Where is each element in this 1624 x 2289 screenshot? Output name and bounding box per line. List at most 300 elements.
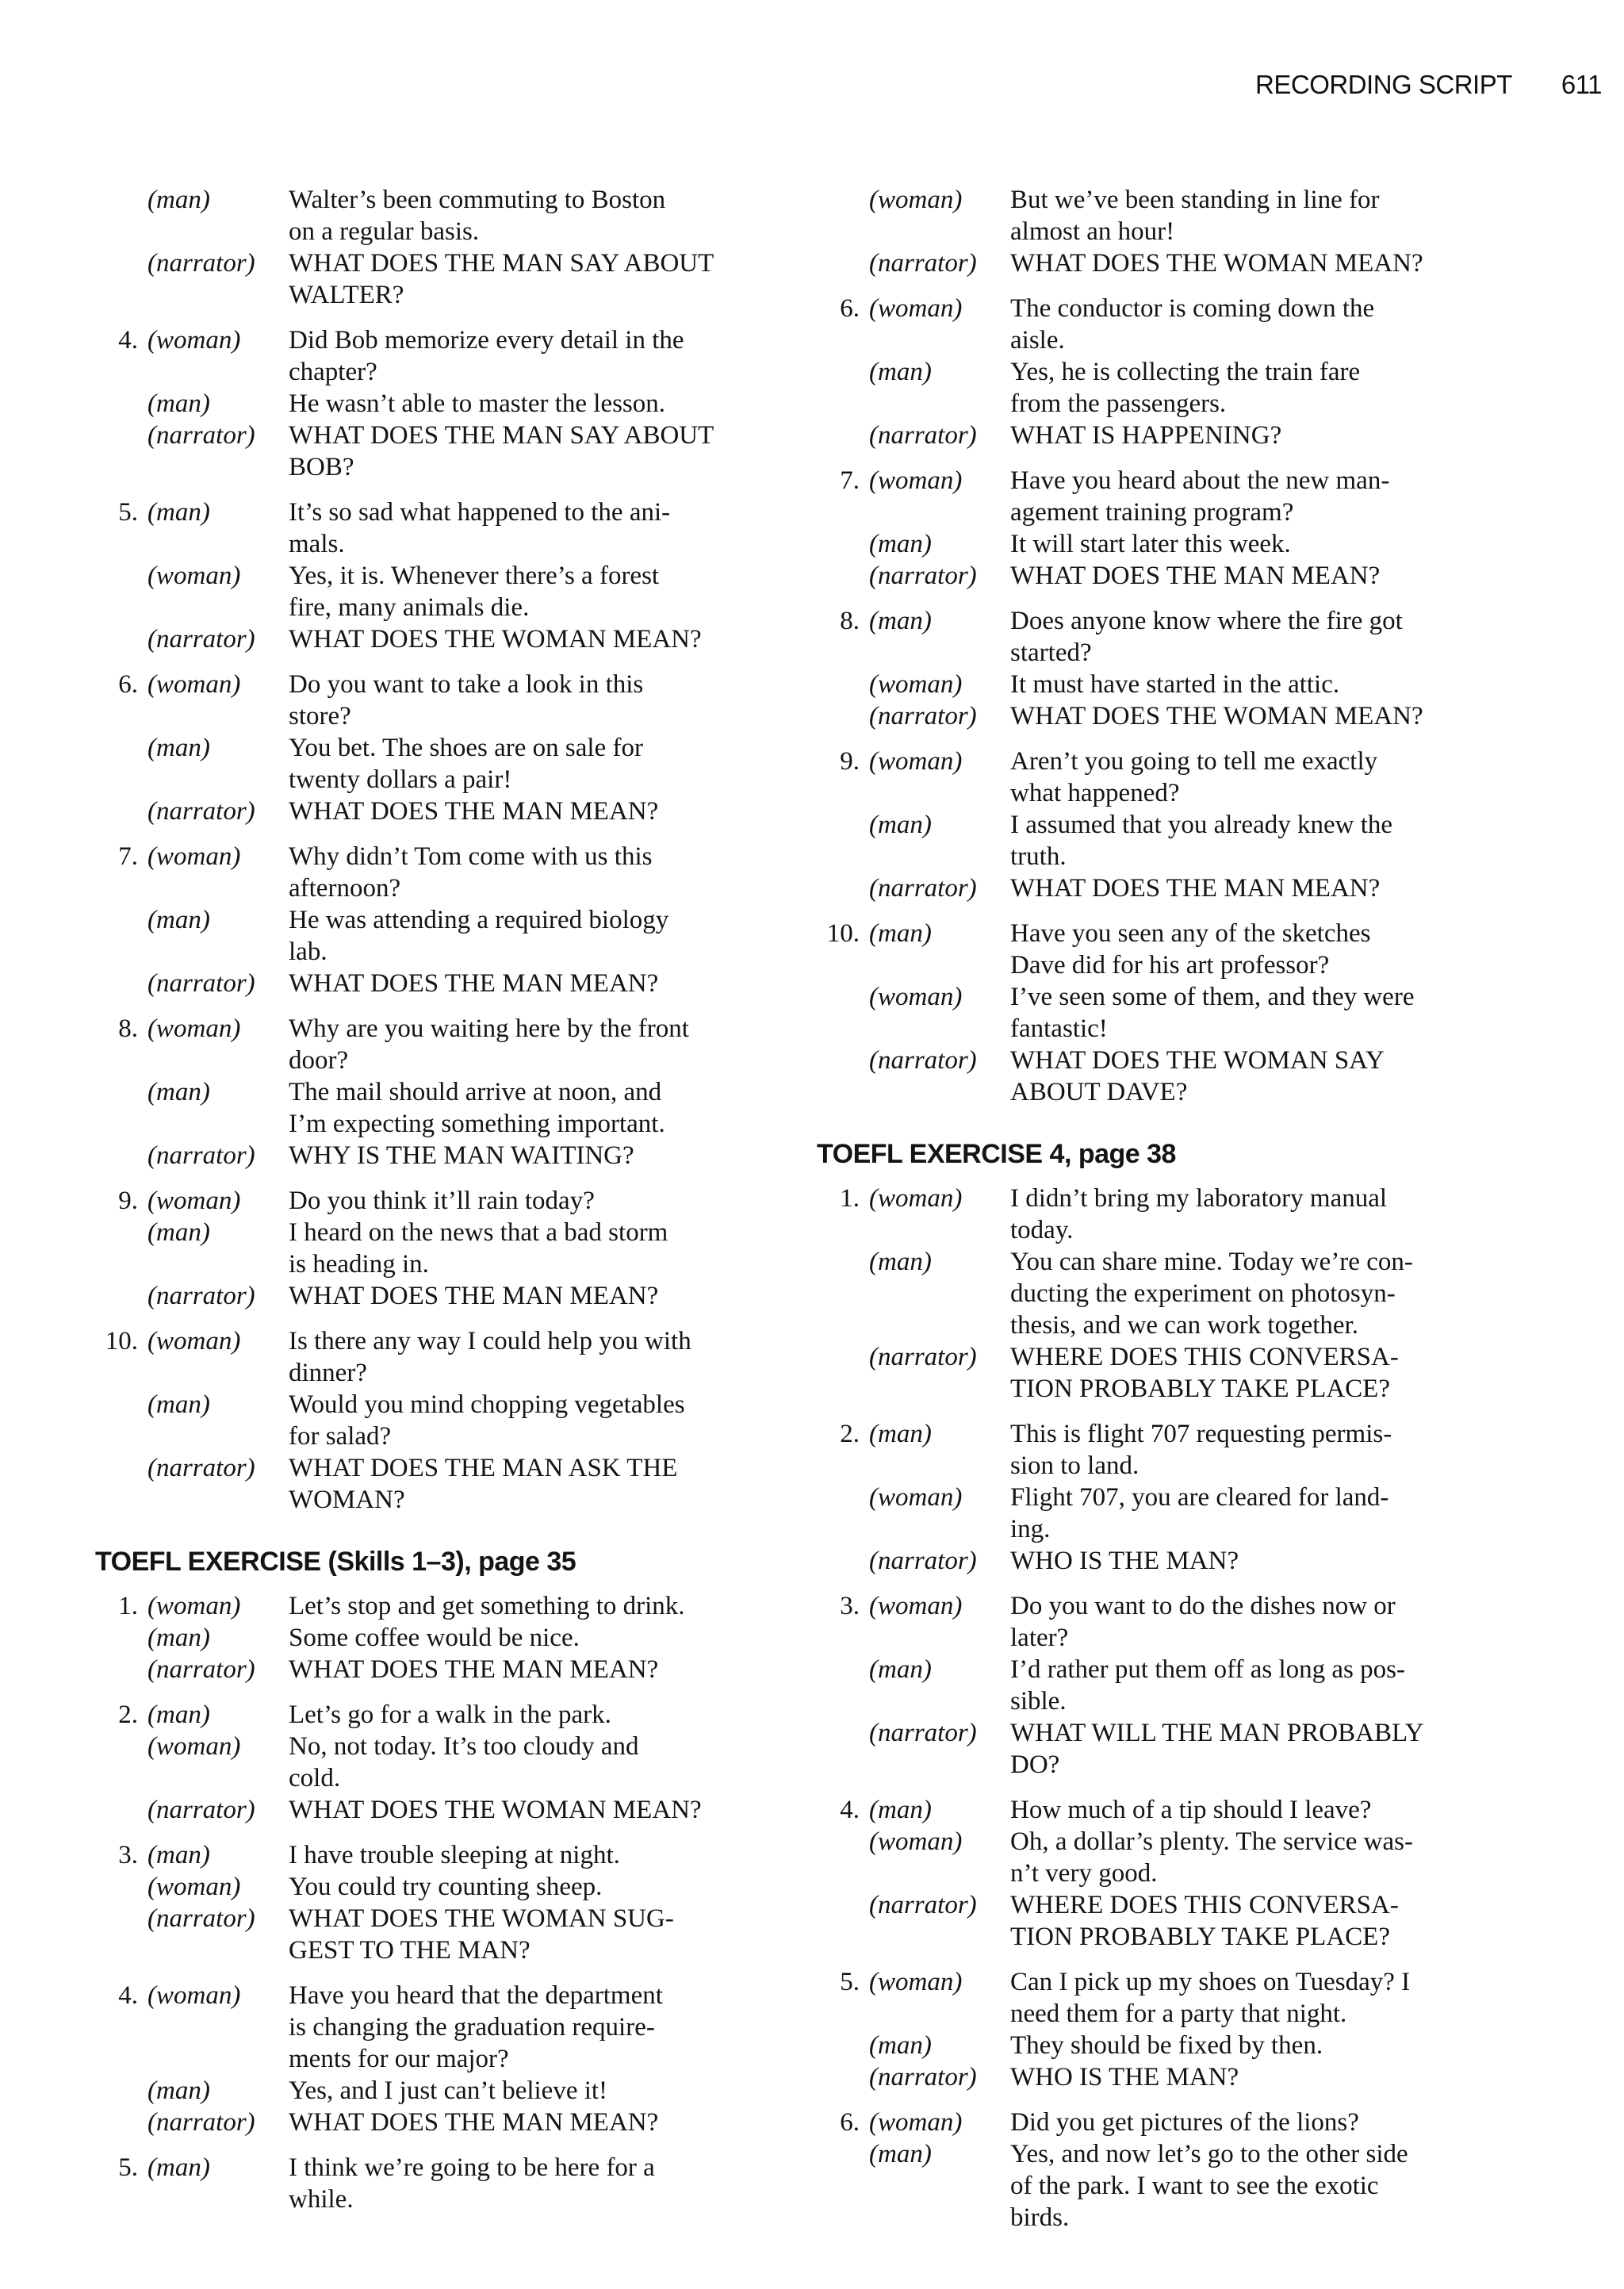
item-number xyxy=(817,1717,860,1749)
speaker-label: (narrator) xyxy=(147,797,255,826)
item-number xyxy=(95,1045,138,1076)
item-number xyxy=(817,872,860,904)
speaker-label: (man) xyxy=(147,734,210,762)
item-number xyxy=(817,1013,860,1045)
dialogue-text: I heard on the news that a bad storm xyxy=(289,1218,668,1247)
speaker-label xyxy=(138,1934,289,1966)
dialogue-text: dinner? xyxy=(289,1359,367,1387)
item-number xyxy=(817,1373,860,1405)
dialogue-text: WHY IS THE MAN WAITING? xyxy=(289,1141,634,1170)
script-line xyxy=(95,841,753,872)
speaker-label xyxy=(860,1685,1010,1717)
dialogue-text: Why are you waiting here by the front xyxy=(289,1014,689,1043)
speaker-label: (man) xyxy=(869,2140,932,2168)
speaker-label: (man) xyxy=(869,1796,932,1824)
script-line xyxy=(95,1248,753,1280)
script-line xyxy=(817,293,1507,324)
item-number xyxy=(95,623,138,655)
speaker-label: (man) xyxy=(147,1841,210,1869)
dialogue-text: truth. xyxy=(1010,842,1067,871)
dialogue-text: Yes, it is. Whenever there’s a forest xyxy=(289,562,660,590)
speaker-label: (woman) xyxy=(147,842,241,871)
script-line xyxy=(95,184,753,216)
item-number xyxy=(817,1482,860,1513)
item-number xyxy=(817,420,860,451)
item-number xyxy=(817,247,860,279)
dialogue-text: I’d rather put them off as long as pos- xyxy=(1010,1655,1405,1684)
script-line xyxy=(817,2138,1507,2170)
script-line xyxy=(817,2030,1507,2061)
script-line xyxy=(817,2061,1507,2093)
speaker-label xyxy=(860,216,1010,247)
item-number: 3. xyxy=(118,1841,138,1869)
speaker-label: (woman) xyxy=(147,562,241,590)
dialogue-text: TION PROBABLY TAKE PLACE? xyxy=(1010,1923,1390,1951)
dialogue-text: GEST TO THE MAN? xyxy=(289,1936,530,1965)
dialogue-text: Flight 707, you are cleared for land- xyxy=(1010,1483,1389,1512)
dialogue-text: mals. xyxy=(289,530,345,558)
speaker-label xyxy=(860,1450,1010,1482)
script-line xyxy=(817,1654,1507,1685)
speaker-label xyxy=(860,1013,1010,1045)
script-line xyxy=(95,247,753,279)
speaker-label: (woman) xyxy=(147,1187,241,1215)
speaker-label xyxy=(860,2170,1010,2202)
item-number xyxy=(95,247,138,279)
item-number xyxy=(817,560,860,592)
script-line xyxy=(95,2011,753,2043)
script-line xyxy=(95,1140,753,1171)
dialogue-text: almost an hour! xyxy=(1010,217,1175,246)
item-number xyxy=(817,981,860,1013)
speaker-label: (woman) xyxy=(869,294,963,323)
item-number xyxy=(817,1278,860,1309)
dialogue-text: WHAT DOES THE MAN MEAN? xyxy=(1010,874,1381,903)
speaker-label xyxy=(860,1622,1010,1654)
item-number xyxy=(817,1858,860,1889)
item-number xyxy=(95,796,138,827)
item-number xyxy=(817,2202,860,2233)
speaker-label xyxy=(860,1373,1010,1405)
speaker-label: (man) xyxy=(869,1655,932,1684)
dialogue-text: afternoon? xyxy=(289,874,401,903)
speaker-label: (narrator) xyxy=(147,969,255,998)
item-number xyxy=(95,2043,138,2075)
item-number xyxy=(817,1826,860,1858)
dialogue-text: is heading in. xyxy=(289,1250,429,1279)
script-line xyxy=(95,2043,753,2075)
speaker-label xyxy=(860,1214,1010,1246)
script-line xyxy=(95,1452,753,1484)
script-line xyxy=(95,1185,753,1217)
item-number xyxy=(817,1998,860,2030)
dialogue-text: WHAT DOES THE WOMAN MEAN? xyxy=(1010,249,1423,278)
item-number: 2. xyxy=(118,1700,138,1729)
dialogue-text: lab. xyxy=(289,937,327,966)
item-number xyxy=(95,560,138,592)
dialogue-text: cold. xyxy=(289,1764,341,1792)
speaker-label xyxy=(138,700,289,732)
script-line xyxy=(817,388,1507,420)
script-line xyxy=(817,1214,1507,1246)
dialogue-text: WHAT DOES THE MAN ASK THE xyxy=(289,1454,678,1482)
dialogue-text: I assumed that you already knew the xyxy=(1010,811,1393,839)
dialogue-text: for salad? xyxy=(289,1422,392,1451)
script-line xyxy=(95,1762,753,1794)
speaker-label xyxy=(860,949,1010,981)
script-line xyxy=(95,451,753,483)
page-number: 611 xyxy=(1561,70,1602,99)
left-column xyxy=(95,184,753,2215)
item-number xyxy=(817,1921,860,1953)
item-number xyxy=(95,1934,138,1966)
script-line xyxy=(817,1045,1507,1076)
dialogue-text: I have trouble sleeping at night. xyxy=(289,1841,620,1869)
script-line xyxy=(817,2107,1507,2138)
script-line xyxy=(817,1998,1507,2030)
running-head-title: RECORDING SCRIPT xyxy=(1255,70,1512,99)
item-number xyxy=(95,1871,138,1903)
dialogue-text: I think we’re going to be here for a xyxy=(289,2153,655,2182)
dialogue-text: Why didn’t Tom come with us this xyxy=(289,842,653,871)
dialogue-text: It must have started in the attic. xyxy=(1010,670,1340,699)
item-number xyxy=(95,528,138,560)
speaker-label: (man) xyxy=(147,389,210,418)
script-line xyxy=(817,497,1507,528)
dialogue-text: birds. xyxy=(1010,2203,1070,2232)
speaker-label xyxy=(138,279,289,311)
item-number xyxy=(95,2107,138,2138)
dialogue-text: fantastic! xyxy=(1010,1014,1108,1043)
item-number xyxy=(817,2170,860,2202)
item-number xyxy=(817,2138,860,2170)
dialogue-text: WHAT WILL THE MAN PROBABLY xyxy=(1010,1719,1424,1747)
speaker-label: (man) xyxy=(147,186,210,214)
dialogue-text: today. xyxy=(1010,1216,1074,1244)
script-line xyxy=(817,1418,1507,1450)
item-number xyxy=(817,216,860,247)
item-number xyxy=(817,1341,860,1373)
speaker-label xyxy=(860,1278,1010,1309)
item-number xyxy=(817,184,860,216)
item-number xyxy=(95,732,138,764)
script-line xyxy=(95,2184,753,2215)
dialogue-text: Yes, and I just can’t believe it! xyxy=(289,2076,608,2105)
speaker-label: (man) xyxy=(869,1248,932,1276)
dialogue-text: door? xyxy=(289,1046,349,1075)
item-number xyxy=(817,1622,860,1654)
speaker-label: (woman) xyxy=(869,466,963,495)
script-line xyxy=(95,1654,753,1685)
dialogue-text: WOMAN? xyxy=(289,1486,405,1514)
item-number: 2. xyxy=(840,1420,860,1448)
script-line xyxy=(95,1622,753,1654)
script-line xyxy=(817,777,1507,809)
script-line xyxy=(95,968,753,999)
item-number xyxy=(817,1214,860,1246)
script-line xyxy=(95,669,753,700)
item-number xyxy=(95,1140,138,1171)
dialogue-text: thesis, and we can work together. xyxy=(1010,1311,1358,1340)
script-line xyxy=(817,1278,1507,1309)
speaker-label: (woman) xyxy=(147,326,241,355)
dialogue-text: WHAT DOES THE MAN MEAN? xyxy=(289,1655,659,1684)
dialogue-text: Do you want to take a look in this xyxy=(289,670,644,699)
speaker-label: (man) xyxy=(147,1078,210,1106)
dialogue-text: WHAT DOES THE MAN MEAN? xyxy=(289,969,659,998)
dialogue-text: No, not today. It’s too cloudy and xyxy=(289,1732,639,1761)
speaker-label xyxy=(138,451,289,483)
item-number: 9. xyxy=(118,1187,138,1215)
script-line xyxy=(817,465,1507,497)
dialogue-text: DO? xyxy=(1010,1750,1060,1779)
script-line xyxy=(95,904,753,936)
speaker-label xyxy=(138,1108,289,1140)
dialogue-text: ducting the experiment on photosyn- xyxy=(1010,1279,1396,1308)
item-number xyxy=(95,1357,138,1389)
script-line xyxy=(817,2202,1507,2233)
script-line xyxy=(95,623,753,655)
speaker-label: (woman) xyxy=(147,1014,241,1043)
item-number: 6. xyxy=(840,2108,860,2137)
dialogue-text: I didn’t bring my laboratory manual xyxy=(1010,1184,1388,1213)
dialogue-text: You could try counting sheep. xyxy=(289,1873,603,1901)
script-line xyxy=(817,1889,1507,1921)
item-number: 5. xyxy=(118,2153,138,2182)
script-line xyxy=(95,279,753,311)
script-line xyxy=(95,216,753,247)
script-line xyxy=(817,669,1507,700)
item-number xyxy=(817,1654,860,1685)
dialogue-text: sion to land. xyxy=(1010,1451,1139,1480)
speaker-label: (woman) xyxy=(869,983,963,1011)
dialogue-text: WHAT DOES THE MAN MEAN? xyxy=(289,797,659,826)
item-number xyxy=(95,420,138,451)
speaker-label: (man) xyxy=(869,1420,932,1448)
script-line xyxy=(817,1749,1507,1781)
script-line xyxy=(95,388,753,420)
item-number xyxy=(817,669,860,700)
speaker-label xyxy=(138,2011,289,2043)
speaker-label xyxy=(860,1076,1010,1108)
speaker-label: (narrator) xyxy=(869,249,977,278)
item-number xyxy=(817,949,860,981)
item-number xyxy=(817,1309,860,1341)
dialogue-text: WHO IS THE MAN? xyxy=(1010,1547,1239,1575)
script-line xyxy=(95,1421,753,1452)
speaker-label xyxy=(138,1045,289,1076)
script-line xyxy=(817,981,1507,1013)
speaker-label: (woman) xyxy=(869,747,963,776)
dialogue-text: Would you mind chopping vegetables xyxy=(289,1390,685,1419)
item-number: 5. xyxy=(840,1968,860,1996)
speaker-label: (narrator) xyxy=(147,2108,255,2137)
item-number xyxy=(95,1731,138,1762)
dialogue-text: I’ve seen some of them, and they were xyxy=(1010,983,1415,1011)
dialogue-text: ing. xyxy=(1010,1515,1051,1543)
script-line xyxy=(95,1325,753,1357)
item-number xyxy=(95,1108,138,1140)
speaker-label xyxy=(860,1749,1010,1781)
item-number xyxy=(817,777,860,809)
item-number xyxy=(95,936,138,968)
script-line xyxy=(817,1013,1507,1045)
dialogue-text: You can share mine. Today we’re con- xyxy=(1010,1248,1413,1276)
speaker-label xyxy=(138,936,289,968)
script-line xyxy=(817,1513,1507,1545)
dialogue-text: ments for our major? xyxy=(289,2045,509,2073)
speaker-label: (woman) xyxy=(869,186,963,214)
speaker-label xyxy=(860,1858,1010,1889)
item-number xyxy=(95,1217,138,1248)
script-line xyxy=(817,1685,1507,1717)
item-number xyxy=(95,1654,138,1685)
script-line xyxy=(817,1921,1507,1953)
section-heading: TOEFL EXERCISE (Skills 1–3), page 35 xyxy=(95,1547,576,1577)
dialogue-text: The conductor is coming down the xyxy=(1010,294,1375,323)
dialogue-text: chapter? xyxy=(289,358,377,386)
script-line xyxy=(817,1341,1507,1373)
running-head xyxy=(1174,70,1602,100)
script-line xyxy=(95,324,753,356)
dialogue-text: n’t very good. xyxy=(1010,1859,1158,1888)
dialogue-text: This is flight 707 requesting permis- xyxy=(1010,1420,1392,1448)
dialogue-text: Let’s go for a walk in the park. xyxy=(289,1700,611,1729)
script-line xyxy=(95,1217,753,1248)
dialogue-text: ABOUT DAVE? xyxy=(1010,1078,1188,1106)
item-number: 8. xyxy=(118,1014,138,1043)
item-number: 10. xyxy=(826,919,860,948)
dialogue-text: WHAT DOES THE MAN MEAN? xyxy=(289,1282,659,1310)
dialogue-text: Aren’t you going to tell me exactly xyxy=(1010,747,1378,776)
dialogue-text: later? xyxy=(1010,1624,1069,1652)
script-line xyxy=(95,1357,753,1389)
speaker-label: (woman) xyxy=(869,670,963,699)
speaker-label: (narrator) xyxy=(869,562,977,590)
item-number: 9. xyxy=(840,747,860,776)
dialogue-text: Did Bob memorize every detail in the xyxy=(289,326,684,355)
speaker-label xyxy=(138,1484,289,1516)
script-line xyxy=(95,936,753,968)
speaker-label: (man) xyxy=(147,2076,210,2105)
speaker-label xyxy=(138,872,289,904)
dialogue-text: How much of a tip should I leave? xyxy=(1010,1796,1372,1824)
item-number xyxy=(817,388,860,420)
speaker-label xyxy=(138,592,289,623)
speaker-label: (man) xyxy=(147,906,210,934)
script-line xyxy=(817,1966,1507,1998)
script-line xyxy=(817,637,1507,669)
dialogue-text: Oh, a dollar’s plenty. The service was- xyxy=(1010,1827,1413,1856)
item-number: 10. xyxy=(105,1327,138,1355)
item-number xyxy=(95,1484,138,1516)
dialogue-text: WHAT DOES THE WOMAN MEAN? xyxy=(1010,702,1423,730)
item-number xyxy=(817,1076,860,1108)
script-line xyxy=(95,2107,753,2138)
speaker-label: (narrator) xyxy=(869,1719,977,1747)
dialogue-text: Walter’s been commuting to Boston xyxy=(289,186,666,214)
item-number xyxy=(95,1903,138,1934)
speaker-label xyxy=(860,388,1010,420)
script-line xyxy=(817,872,1507,904)
speaker-label: (narrator) xyxy=(869,702,977,730)
dialogue-text: WHAT DOES THE MAN MEAN? xyxy=(1010,562,1381,590)
speaker-label: (man) xyxy=(147,1700,210,1729)
dialogue-text: Did you get pictures of the lions? xyxy=(1010,2108,1359,2137)
dialogue-text: Yes, he is collecting the train fare xyxy=(1010,358,1361,386)
script-line xyxy=(817,841,1507,872)
speaker-label: (narrator) xyxy=(147,421,255,450)
script-line xyxy=(817,2170,1507,2202)
item-number: 1. xyxy=(118,1592,138,1620)
dialogue-text: But we’ve been standing in line for xyxy=(1010,186,1380,214)
dialogue-text: Have you heard that the department xyxy=(289,1981,663,2010)
item-number: 4. xyxy=(118,1981,138,2010)
script-line xyxy=(95,1839,753,1871)
dialogue-text: It will start later this week. xyxy=(1010,530,1291,558)
dialogue-text: WHAT DOES THE MAN SAY ABOUT xyxy=(289,421,714,450)
item-number xyxy=(95,1794,138,1826)
speaker-label xyxy=(138,2043,289,2075)
script-line xyxy=(95,356,753,388)
item-number xyxy=(95,1622,138,1654)
dialogue-text: They should be fixed by then. xyxy=(1010,2031,1323,2060)
dialogue-text: Do you want to do the dishes now or xyxy=(1010,1592,1396,1620)
script-line xyxy=(95,732,753,764)
speaker-label: (man) xyxy=(147,1624,210,1652)
item-number xyxy=(95,1280,138,1312)
item-number xyxy=(817,1246,860,1278)
item-number xyxy=(817,2030,860,2061)
script-line xyxy=(817,1373,1507,1405)
item-number xyxy=(95,451,138,483)
speaker-label: (woman) xyxy=(869,1592,963,1620)
dialogue-text: agement training program? xyxy=(1010,498,1294,527)
script-line xyxy=(95,1934,753,1966)
dialogue-text: store? xyxy=(289,702,351,730)
script-line xyxy=(95,1076,753,1108)
speaker-label xyxy=(860,1309,1010,1341)
item-number xyxy=(817,356,860,388)
item-number: 4. xyxy=(118,326,138,355)
dialogue-text: Have you seen any of the sketches xyxy=(1010,919,1371,948)
script-line xyxy=(95,1280,753,1312)
right-column xyxy=(817,184,1507,2233)
item-number xyxy=(95,279,138,311)
dialogue-text: is changing the graduation require- xyxy=(289,2013,655,2042)
script-line xyxy=(817,528,1507,560)
dialogue-text: WHAT DOES THE MAN MEAN? xyxy=(289,2108,659,2137)
dialogue-text: Yes, and now let’s go to the other side xyxy=(1010,2140,1408,2168)
speaker-label: (man) xyxy=(869,919,932,948)
item-number xyxy=(95,2184,138,2215)
dialogue-text: WHERE DOES THIS CONVERSA- xyxy=(1010,1891,1399,1919)
dialogue-text: WHAT DOES THE WOMAN MEAN? xyxy=(289,625,702,654)
speaker-label xyxy=(138,1248,289,1280)
speaker-label: (woman) xyxy=(869,1483,963,1512)
script-line xyxy=(95,1731,753,1762)
speaker-label: (man) xyxy=(869,530,932,558)
speaker-label: (woman) xyxy=(869,2108,963,2137)
dialogue-text: WHAT DOES THE WOMAN SUG- xyxy=(289,1904,674,1933)
speaker-label: (woman) xyxy=(147,1732,241,1761)
speaker-label xyxy=(860,324,1010,356)
dialogue-text: Is there any way I could help you with xyxy=(289,1327,691,1355)
item-number: 1. xyxy=(840,1184,860,1213)
script-line xyxy=(817,809,1507,841)
dialogue-text: started? xyxy=(1010,638,1092,667)
dialogue-text: on a regular basis. xyxy=(289,217,480,246)
